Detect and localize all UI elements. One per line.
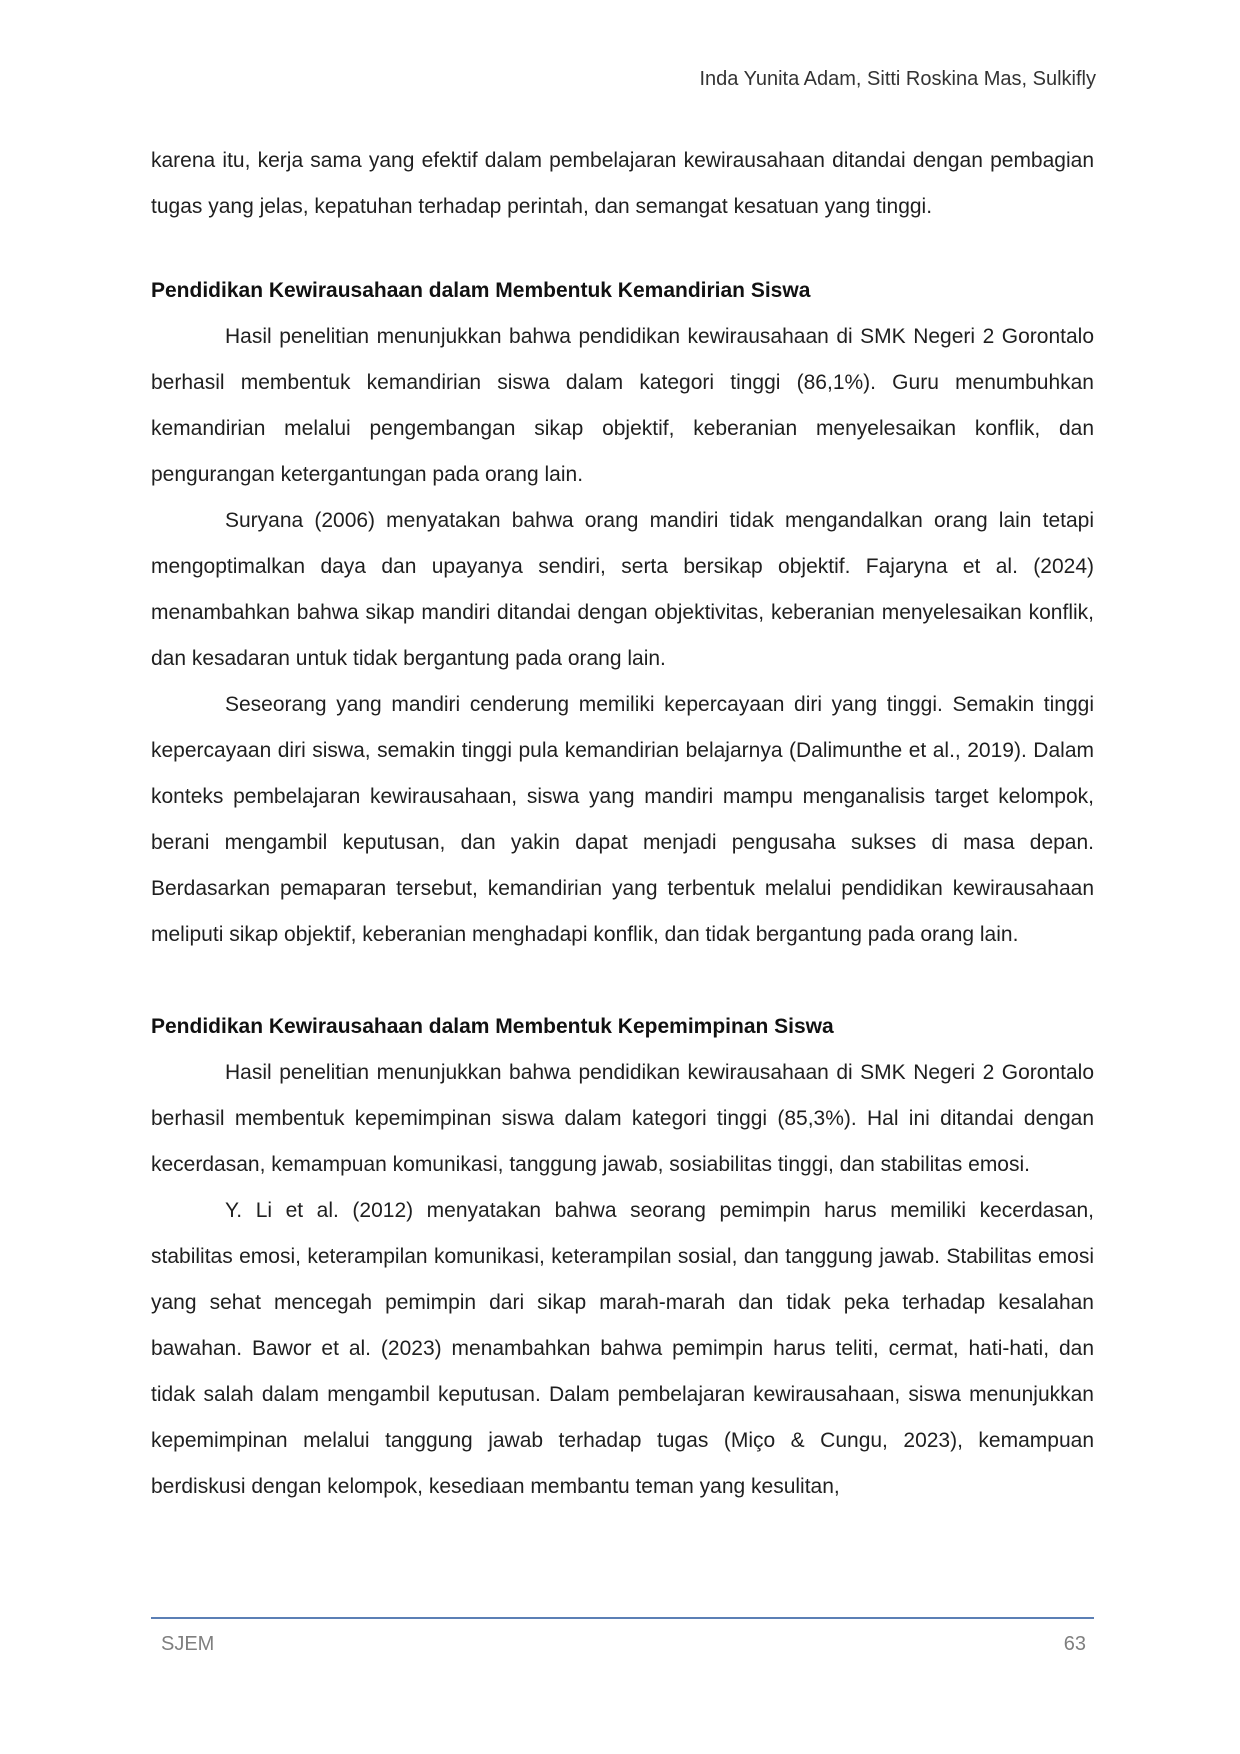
paragraph: Hasil penelitian menunjukkan bahwa pendidikan kewirausahaan di SMK Negeri 2 Gorontalo berhasil membentuk kemandirian siswa dalam kategori tinggi (86,1%). Guru menumbuhkan kemandirian melalui pengembangan sikap objektif, keberanian menyelesaikan konflik, dan pengurangan ketergantungan pada orang lain. xyxy=(151,325,1094,486)
paragraph: Suryana (2006) menyatakan bahwa orang mandiri tidak mengandalkan orang lain tetapi mengoptimalkan daya dan upayanya sendiri, serta bersikap objektif. Fajaryna et al. (2024) menambahkan bahwa sikap mandiri ditandai dengan objektivitas, keberanian menyelesaikan konflik, dan kesadaran untuk tidak bergantung pada orang lain. xyxy=(151,509,1094,670)
running-header-authors: Inda Yunita Adam, Sitti Roskina Mas, Sulkifly xyxy=(699,68,1096,90)
footer-page-number: 63 xyxy=(1063,1633,1086,1655)
paragraph: Hasil penelitian menunjukkan bahwa pendidikan kewirausahaan di SMK Negeri 2 Gorontalo berhasil membentuk kepemimpinan siswa dalam kategori tinggi (85,3%). Hal ini ditandai dengan kecerdasan, kemampuan komunikasi, tanggung jawab, sosiabilitas tinggi, dan stabilitas emosi. xyxy=(151,1061,1094,1176)
article-body xyxy=(151,138,1094,1510)
footer-divider xyxy=(151,1617,1094,1619)
paragraph: Y. Li et al. (2012) menyatakan bahwa seorang pemimpin harus memiliki kecerdasan, stabilitas emosi, keterampilan komunikasi, keterampilan sosial, dan tanggung jawab. Stabilitas emosi yang sehat mencegah pemimpin dari sikap marah-marah dan tidak peka terhadap kesalahan bawahan. Bawor et al. (2023) menambahkan bahwa pemimpin harus teliti, cermat, hati-hati, dan tidak salah dalam mengambil keputusan. Dalam pembelajaran kewirausahaan, siswa menunjukkan kepemimpinan melalui tanggung jawab terhadap tugas (Miço & Cungu, 2023), kemampuan berdiskusi dengan kelompok, kesediaan membantu teman yang kesulitan, xyxy=(151,1199,1094,1498)
paragraph-continuation: karena itu, kerja sama yang efektif dalam pembelajaran kewirausahaan ditandai dengan pembagian tugas yang jelas, kepatuhan terhadap perintah, dan semangat kesatuan yang tinggi. xyxy=(151,149,1094,218)
footer-journal-name: SJEM xyxy=(161,1633,215,1655)
section-heading-kepemimpinan: Pendidikan Kewirausahaan dalam Membentuk Kepemimpinan Siswa xyxy=(151,1015,834,1038)
section-heading-kemandirian: Pendidikan Kewirausahaan dalam Membentuk Kemandirian Siswa xyxy=(151,279,811,302)
paragraph: Seseorang yang mandiri cenderung memiliki kepercayaan diri yang tinggi. Semakin tinggi kepercayaan diri siswa, semakin tinggi pula kemandirian belajarnya (Dalimunthe et al., 2019). Dalam konteks pembelajaran kewirausahaan, siswa yang mandiri mampu menganalisis target kelompok, berani mengambil keputusan, dan yakin dapat menjadi pengusaha sukses di masa depan. Berdasarkan pemaparan tersebut, kemandirian yang terbentuk melalui pendidikan kewirausahaan meliputi sikap objektif, keberanian menghadapi konflik, dan tidak bergantung pada orang lain. xyxy=(151,693,1094,946)
